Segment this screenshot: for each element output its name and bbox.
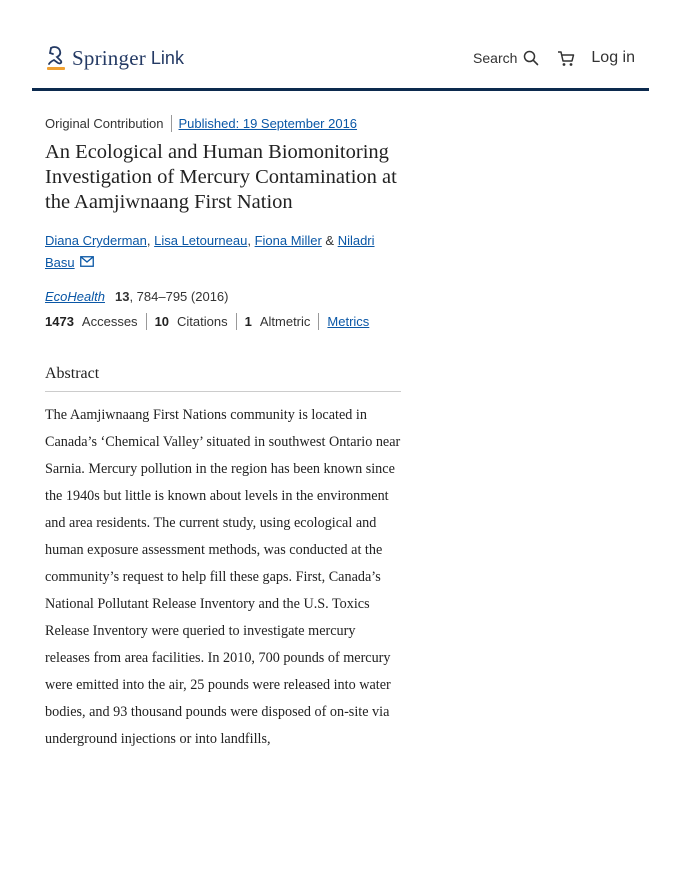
article-meta [45, 113, 401, 133]
cart-icon [557, 50, 575, 67]
author-separator: , [247, 233, 255, 248]
abstract-heading: Abstract [45, 365, 401, 392]
altmetric-count: 1 [244, 313, 252, 329]
altmetric-label: Altmetric [259, 313, 311, 329]
login-link[interactable]: Log in [591, 49, 635, 66]
search-button[interactable] [473, 50, 539, 66]
author-link[interactable]: Lisa Letourneau [154, 233, 248, 248]
logo-springer-text: Springer [72, 45, 146, 70]
article-type: Original Contribution [45, 115, 164, 131]
article-metrics [45, 311, 401, 331]
header-nav [473, 49, 635, 67]
journal-pages-year: , 784–795 (2016) [129, 288, 229, 304]
metrics-divider [146, 313, 147, 330]
cart-button[interactable] [557, 50, 575, 67]
search-label: Search [473, 50, 518, 66]
citations-label: Citations [177, 313, 228, 329]
published-date-link[interactable]: Published: 19 September 2016 [178, 115, 358, 131]
email-icon[interactable] [80, 256, 94, 267]
springer-link-logo[interactable] [45, 45, 184, 71]
author-link[interactable]: Niladri Basu [45, 233, 375, 270]
search-icon [523, 50, 539, 66]
meta-divider [171, 115, 172, 132]
author-link[interactable]: Diana Cryderman [45, 233, 147, 248]
journal-citation [45, 286, 401, 306]
journal-link[interactable]: EcoHealth [45, 288, 105, 304]
metrics-link[interactable]: Metrics [327, 313, 370, 329]
article-title: An Ecological and Human Biomonitoring Investigation of Mercury Contamination at the Aamjiwnaang First Nation [45, 141, 397, 213]
author-list [45, 230, 401, 274]
citations-count: 10 [154, 313, 170, 329]
accesses-count: 1473 [45, 313, 74, 329]
metrics-divider [318, 313, 319, 330]
springer-horse-icon [45, 45, 67, 71]
author-separator: & [321, 233, 338, 248]
logo-link-text: Link [150, 47, 184, 68]
article-content [45, 113, 401, 753]
journal-volume: 13 [114, 288, 130, 304]
abstract-text: The Aamjiwnaang First Nations community is located in Canada’s ‘Chemical Valley’ situated in southwest Ontario near Sarnia. Mercury pollution in the region has been known since the 1940s but little is known about levels in the environment and area residents. The current study, using ecological and human exposure assessment methods, was conducted at the community’s request to help fill these gaps. First, Canada’s National Pollutant Release Inventory and the U.S. Toxics Release Inventory were queried to investigate mercury releases from area facilities. In 2010, 700 pounds of mercury were emitted into the air, 25 pounds were released into water bodies, and 93 thousand pounds were disposed of on-site via underground injections or into landfills, [45, 407, 401, 747]
site-header [32, 40, 649, 91]
accesses-label: Accesses [81, 313, 138, 329]
author-separator: , [146, 233, 155, 248]
metrics-divider [236, 313, 237, 330]
author-link[interactable]: Fiona Miller [254, 233, 322, 248]
